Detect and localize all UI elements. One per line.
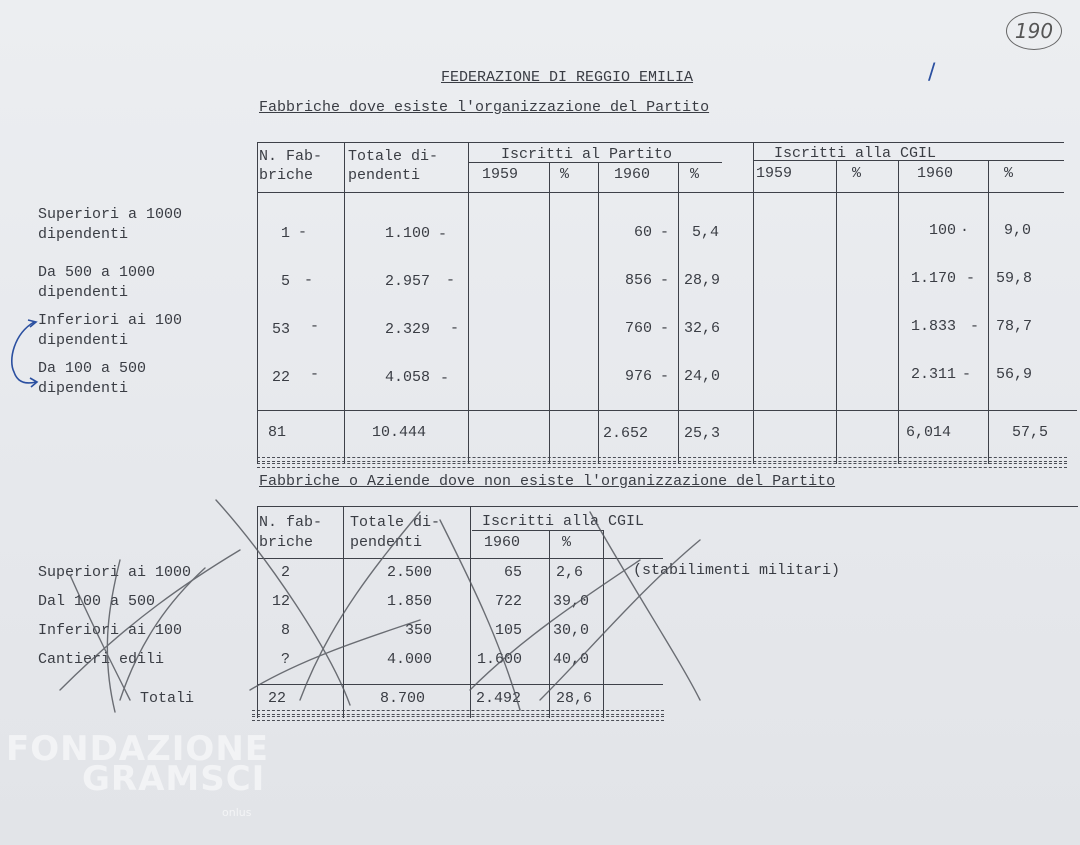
row3-label-line2: dipendenti bbox=[38, 332, 129, 349]
row4-dipendenti: 4.058 bbox=[384, 369, 430, 386]
s2-row2-cgil-1960: 722 bbox=[494, 593, 522, 610]
s2-row1-cgil-pct: 2,6 bbox=[556, 564, 584, 581]
row3-cgil-1960: 1.833 bbox=[910, 318, 956, 335]
s2-total-dipendenti: 8.700 bbox=[380, 690, 426, 707]
header-iscritti-cgil: Iscritti alla CGIL bbox=[774, 145, 937, 162]
s2-row4-label: Cantieri edili bbox=[38, 651, 165, 668]
row3-partito-pct: 32,6 bbox=[684, 320, 721, 337]
dash-mark: - bbox=[660, 368, 670, 385]
s2-header-iscritti-cgil: Iscritti alla CGIL bbox=[482, 513, 645, 530]
row1-label-line1: Superiori a 1000 bbox=[38, 206, 183, 223]
header-partito-1960-pct: % bbox=[690, 166, 700, 183]
s2-row3-fabbriche: 8 bbox=[280, 622, 290, 639]
header-cgil-1959-pct: % bbox=[852, 165, 862, 182]
total-fabbriche: 81 bbox=[268, 424, 287, 441]
total-partito-pct: 25,3 bbox=[684, 425, 721, 442]
s2-row2-label: Dal 100 a 500 bbox=[38, 593, 156, 610]
s2-header-pct: % bbox=[562, 534, 572, 551]
pen-arrow-icon bbox=[12, 322, 36, 383]
header-cgil-1960-pct: % bbox=[1004, 165, 1014, 182]
row2-partito-1960: 856 bbox=[624, 272, 652, 289]
total-partito-1960: 2.652 bbox=[603, 425, 649, 442]
dash-mark: - bbox=[310, 366, 320, 383]
dash-mark: - bbox=[438, 226, 448, 243]
s2-row3-dipendenti: 350 bbox=[404, 622, 432, 639]
total-dipendenti: 10.444 bbox=[372, 424, 427, 441]
dash-mark: - bbox=[298, 224, 308, 241]
s2-row2-fabbriche: 12 bbox=[271, 593, 290, 610]
header-dipendenti-1: Totale di- bbox=[348, 148, 439, 165]
dash-mark: - bbox=[660, 320, 670, 337]
row4-cgil-pct: 56,9 bbox=[996, 366, 1033, 383]
dash-mark: - bbox=[966, 270, 976, 287]
s2-row3-cgil-pct: 30,0 bbox=[553, 622, 590, 639]
row2-cgil-1960: 1.170 bbox=[910, 270, 956, 287]
row1-cgil-pct: 9,0 bbox=[1004, 222, 1032, 239]
s2-row4-cgil-1960: 1.600 bbox=[476, 651, 522, 668]
header-dipendenti-2: pendenti bbox=[348, 167, 421, 184]
row3-dipendenti: 2.329 bbox=[384, 321, 430, 338]
header-partito-1959-pct: % bbox=[560, 166, 570, 183]
row4-partito-pct: 24,0 bbox=[684, 368, 721, 385]
s2-row4-cgil-pct: 40,0 bbox=[553, 651, 590, 668]
dash-mark: - bbox=[660, 272, 670, 289]
s2-row1-dipendenti: 2.500 bbox=[386, 564, 432, 581]
s2-header-1960: 1960 bbox=[484, 534, 521, 551]
row3-cgil-pct: 78,7 bbox=[996, 318, 1033, 335]
s2-row1-fabbriche: 2 bbox=[280, 564, 290, 581]
row3-partito-1960: 760 bbox=[624, 320, 652, 337]
s2-header-dipendenti-2: pendenti bbox=[350, 534, 423, 551]
total-cgil-pct: 57,5 bbox=[1012, 424, 1049, 441]
pen-mark-icon: / bbox=[928, 60, 936, 85]
s2-row3-cgil-1960: 105 bbox=[494, 622, 522, 639]
s2-row1-note: (stabilimenti militari) bbox=[633, 562, 841, 579]
dash-mark: · bbox=[960, 222, 970, 239]
dash-mark: - bbox=[304, 272, 314, 289]
total-cgil-1960: 6,014 bbox=[906, 424, 952, 441]
s2-header-dipendenti-1: Totale di- bbox=[350, 514, 441, 531]
watermark-line1: FONDAZIONE bbox=[6, 729, 270, 769]
s2-row2-dipendenti: 1.850 bbox=[386, 593, 432, 610]
row2-label-line1: Da 500 a 1000 bbox=[38, 264, 156, 281]
s2-header-fabbriche-1: N. fab- bbox=[259, 514, 323, 531]
header-cgil-1960: 1960 bbox=[917, 165, 954, 182]
header-fabbriche-2: briche bbox=[259, 167, 314, 184]
watermark-line2: GRAMSCI bbox=[82, 759, 266, 799]
s2-row1-label: Superiori ai 1000 bbox=[38, 564, 192, 581]
section2-title: Fabbriche o Aziende dove non esiste l'organizzazione del Partito bbox=[259, 473, 836, 490]
row2-dipendenti: 2.957 bbox=[384, 273, 430, 290]
row3-label-line1: Inferiori ai 100 bbox=[38, 312, 183, 329]
s2-total-label: Totali bbox=[140, 690, 195, 707]
s2-row4-fabbriche: ? bbox=[280, 651, 290, 668]
row2-cgil-pct: 59,8 bbox=[996, 270, 1033, 287]
row4-fabbriche: 22 bbox=[271, 369, 290, 386]
row1-dipendenti: 1.100 bbox=[384, 225, 430, 242]
row3-fabbriche: 53 bbox=[271, 321, 290, 338]
s2-header-fabbriche-2: briche bbox=[259, 534, 314, 551]
s2-total-fabbriche: 22 bbox=[268, 690, 287, 707]
row2-label-line2: dipendenti bbox=[38, 284, 129, 301]
dash-mark: - bbox=[446, 272, 456, 289]
header-iscritti-partito: Iscritti al Partito bbox=[501, 146, 673, 163]
header-fabbriche-1: N. Fab- bbox=[259, 148, 323, 165]
row1-label-line2: dipendenti bbox=[38, 226, 129, 243]
page-number: 190 bbox=[1006, 12, 1062, 50]
dash-mark: - bbox=[660, 224, 670, 241]
document-title: FEDERAZIONE DI REGGIO EMILIA bbox=[441, 69, 694, 86]
row1-cgil-1960: 100 bbox=[928, 222, 956, 239]
s2-row1-cgil-1960: 65 bbox=[503, 564, 522, 581]
s2-total-cgil-pct: 28,6 bbox=[556, 690, 593, 707]
header-partito-1959: 1959 bbox=[482, 166, 519, 183]
dash-mark: - bbox=[450, 320, 460, 337]
s2-row2-cgil-pct: 39,0 bbox=[553, 593, 590, 610]
s2-row4-dipendenti: 4.000 bbox=[386, 651, 432, 668]
section1-title: Fabbriche dove esiste l'organizzazione del Partito bbox=[259, 99, 710, 116]
row4-label-line1: Da 100 a 500 bbox=[38, 360, 147, 377]
dash-mark: - bbox=[970, 318, 980, 335]
row4-label-line2: dipendenti bbox=[38, 380, 129, 397]
row2-fabbriche: 5 bbox=[280, 273, 290, 290]
row2-partito-pct: 28,9 bbox=[684, 272, 721, 289]
row4-partito-1960: 976 bbox=[624, 368, 652, 385]
watermark-line3: onlus bbox=[222, 806, 252, 819]
row1-partito-pct: 5,4 bbox=[692, 224, 720, 241]
row4-cgil-1960: 2.311 bbox=[910, 366, 956, 383]
row1-partito-1960: 60 bbox=[633, 224, 652, 241]
header-cgil-1959: 1959 bbox=[756, 165, 793, 182]
dash-mark: - bbox=[962, 366, 972, 383]
dash-mark: - bbox=[440, 370, 450, 387]
s2-row3-label: Inferiori ai 100 bbox=[38, 622, 183, 639]
row1-fabbriche: 1 bbox=[280, 225, 290, 242]
header-partito-1960: 1960 bbox=[614, 166, 651, 183]
dash-mark: - bbox=[310, 318, 320, 335]
s2-total-cgil-1960: 2.492 bbox=[476, 690, 522, 707]
